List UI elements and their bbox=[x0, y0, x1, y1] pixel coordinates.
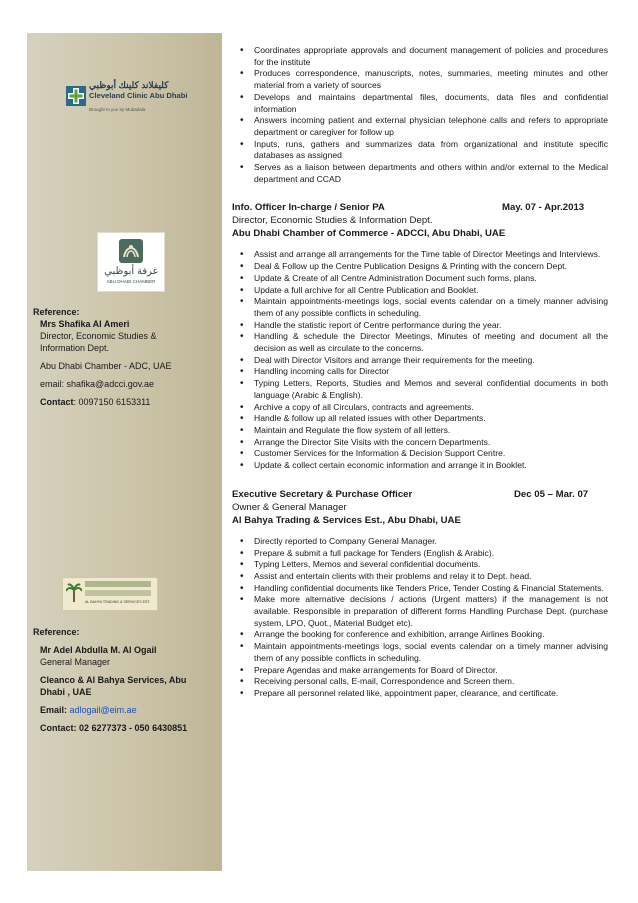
reference-email-link[interactable]: shafika@adcci.gov.ae bbox=[66, 379, 155, 389]
list-item: • Deal & Follow up the Centre Publication Designs & Printing with the concern Dept. bbox=[232, 261, 608, 273]
job-entry-1 bbox=[232, 201, 608, 471]
job-title: Executive Secretary & Purchase Officer bbox=[232, 488, 413, 500]
reference-name: Mrs Shafika Al Ameri bbox=[40, 319, 130, 329]
cleveland-english-name: Cleveland Clinic Abu Dhabi bbox=[89, 91, 188, 100]
list-item: • Arrange the Director Site Visits with the concern Departments. bbox=[232, 437, 608, 449]
list-item: • Prepare & submit a full package for Tenders (English & Arabic). bbox=[232, 548, 608, 560]
list-item: • Update a full archive for all Centre Publication and Booklet. bbox=[232, 285, 608, 297]
job-bullet-list bbox=[232, 536, 608, 700]
job-header bbox=[232, 201, 608, 214]
list-item: • Inputs, runs, gathers and summarizes data from organizational and institute specific databases as assigned bbox=[232, 139, 608, 162]
list-item: • Make more alternative decisions / actions (Urgent matters) if the management is not available. Responsible in preparation of different forms Handling Purchase Dept. (purchase system, LPO, Quot., Material Budget etc). bbox=[232, 594, 608, 629]
contact-label: Contact bbox=[40, 723, 74, 733]
job-bullet-list bbox=[232, 249, 608, 471]
list-item: • Update & Create of all Centre Administration Document such forms, plans. bbox=[232, 273, 608, 285]
reference-contact-line: Contact: 0097150 6153311 bbox=[40, 397, 151, 407]
chamber-english-name: ABU DHABI CHAMBER bbox=[106, 279, 156, 284]
list-item: • Deal with Director Visitors and arrange their requirements for the meeting. bbox=[232, 355, 608, 367]
cleveland-cross-icon bbox=[66, 86, 86, 106]
list-item: • Answers incoming patient and external physician telephone calls and refers to appropriate department or caregiver for follow up bbox=[232, 115, 608, 138]
reference-title: Director, Economic Studies & Information Dept. bbox=[40, 331, 157, 353]
job-company: Abu Dhabi Chamber of Commerce - ADCCI, Abu Dhabi, UAE bbox=[232, 228, 506, 240]
cleveland-clinic-logo bbox=[66, 80, 188, 120]
list-item: • Prepare Agendas and make arrangements for Board of Director. bbox=[232, 665, 608, 677]
reference-contact-value: 0097150 6153311 bbox=[78, 397, 151, 407]
list-item: • Handling incoming calls for Director bbox=[232, 366, 608, 378]
list-item: • Maintain and Regulate the flow system of all letters. bbox=[232, 425, 608, 437]
job-title: Info. Officer In-charge / Senior PA bbox=[232, 202, 385, 214]
reference-name: Mr Adel Abdulla M. Al Ogail bbox=[40, 645, 157, 655]
reference-email-line: email: shafika@adcci.gov.ae bbox=[40, 379, 155, 389]
abu-dhabi-chamber-logo bbox=[97, 232, 165, 292]
contact-label: Contact bbox=[40, 397, 74, 407]
list-item: • Serves as a liaison between departments and others within and/or external to the Medical department and CCAD bbox=[232, 162, 608, 185]
job-entry-2 bbox=[232, 488, 608, 700]
reference-email-link[interactable]: adlogail@eim.ae bbox=[69, 705, 137, 715]
bahya-arabic-bar bbox=[85, 581, 151, 587]
list-item: • Assist and entertain clients with their problems and relay it to Dept. head. bbox=[232, 571, 608, 583]
list-item: • Receiving personal calls, E-mail, Correspondence and Screen them. bbox=[232, 676, 608, 688]
al-bahya-logo bbox=[62, 577, 158, 611]
list-item: • Update & collect certain economic information and arrange it in Booklet. bbox=[232, 460, 608, 472]
reference-email-line: Email: adlogail@eim.ae bbox=[40, 705, 137, 715]
top-bullet-list bbox=[232, 45, 608, 185]
reference-org: Abu Dhabi Chamber - ADC, UAE bbox=[40, 361, 172, 371]
job-role: Owner & General Manager bbox=[232, 501, 347, 513]
list-item: • Handle & follow up all related issues with other Departments. bbox=[232, 413, 608, 425]
reference-contact-line: Contact: 02 6277373 - 050 6430851 bbox=[40, 723, 188, 733]
cleveland-arabic-name: كليفلاند كلينك أبوظبي bbox=[89, 80, 169, 90]
bahya-arabic-bar-2 bbox=[85, 590, 151, 596]
job-company: Al Bahya Trading & Services Est., Abu Dhabi, UAE bbox=[232, 514, 461, 526]
list-item: • Handle the statistic report of Centre performance during the year. bbox=[232, 320, 608, 332]
list-item: • Maintain appointments-meetings logs, social events calendar on a timely manner advising them of any possible conflicts in scheduling. bbox=[232, 296, 608, 319]
chamber-emblem-icon bbox=[117, 237, 145, 265]
reference-block-1 bbox=[33, 306, 193, 408]
reference-heading: Reference: bbox=[33, 307, 80, 317]
list-item: • Archive a copy of all Circulars, contracts and agreements. bbox=[232, 402, 608, 414]
reference-block-2 bbox=[33, 626, 213, 734]
list-item: • Typing Letters, Reports, Studies and Memos and several confidential documents in both language (Arabic & English). bbox=[232, 378, 608, 401]
main-content bbox=[232, 45, 608, 700]
bahya-english-name: AL BAHYA TRADING & SERVICES EST. bbox=[85, 600, 151, 604]
list-item: • Arrange the booking for conference and exhibition, arrange Airlines Booking. bbox=[232, 629, 608, 641]
email-label: Email bbox=[40, 705, 65, 715]
cleveland-tagline: Brought to you by Mubadala bbox=[89, 107, 146, 112]
job-dates: Dec 05 – Mar. 07 bbox=[514, 488, 589, 500]
list-item: • Handling & schedule the Director Meetings, Minutes of meeting and document all the decision as well as circulate to the concerns. bbox=[232, 331, 608, 354]
list-item: • Maintain appointments-meetings logs, social events calendar on a timely manner advising them of any possible conflicts in scheduling. bbox=[232, 641, 608, 664]
palm-tree-icon bbox=[66, 582, 82, 602]
sidebar-panel bbox=[27, 33, 222, 871]
list-item: • Develops and maintains departmental files, documents, data files and confidential information bbox=[232, 92, 608, 115]
list-item: • Produces correspondence, manuscripts, notes, summaries, meeting minutes and other material from a variety of sources bbox=[232, 68, 608, 91]
email-label: email bbox=[40, 379, 62, 389]
job-dates: May. 07 - Apr.2013 bbox=[502, 202, 585, 214]
reference-title: General Manager bbox=[40, 657, 111, 667]
list-item: • Handling confidential documents like Tenders Price, Tender Costing & Financial Statements. bbox=[232, 583, 608, 595]
list-item: • Customer Services for the Information & Decision Support Centre. bbox=[232, 448, 608, 460]
job-role: Director, Economic Studies & Information Dept. bbox=[232, 215, 433, 227]
list-item: • Prepare all personnel related like, appointment paper, clearance, and certificate. bbox=[232, 688, 608, 700]
reference-contact-value: 02 6277373 - 050 6430851 bbox=[79, 723, 188, 733]
chamber-arabic-name: غرفة أبوظبي bbox=[104, 266, 158, 277]
list-item: • Directly reported to Company General Manager. bbox=[232, 536, 608, 548]
list-item: • Assist and arrange all arrangements for the Time table of Director Meetings and Interviews. bbox=[232, 249, 608, 261]
reference-heading: Reference: bbox=[33, 627, 80, 637]
list-item: • Typing Letters, Memos and several confidential documents. bbox=[232, 559, 608, 571]
list-item: • Coordinates appropriate approvals and document management of policies and procedures for the institute bbox=[232, 45, 608, 68]
reference-org: Cleanco & Al Bahya Services, Abu Dhabi , UAE bbox=[40, 675, 187, 697]
job-header bbox=[232, 488, 608, 501]
